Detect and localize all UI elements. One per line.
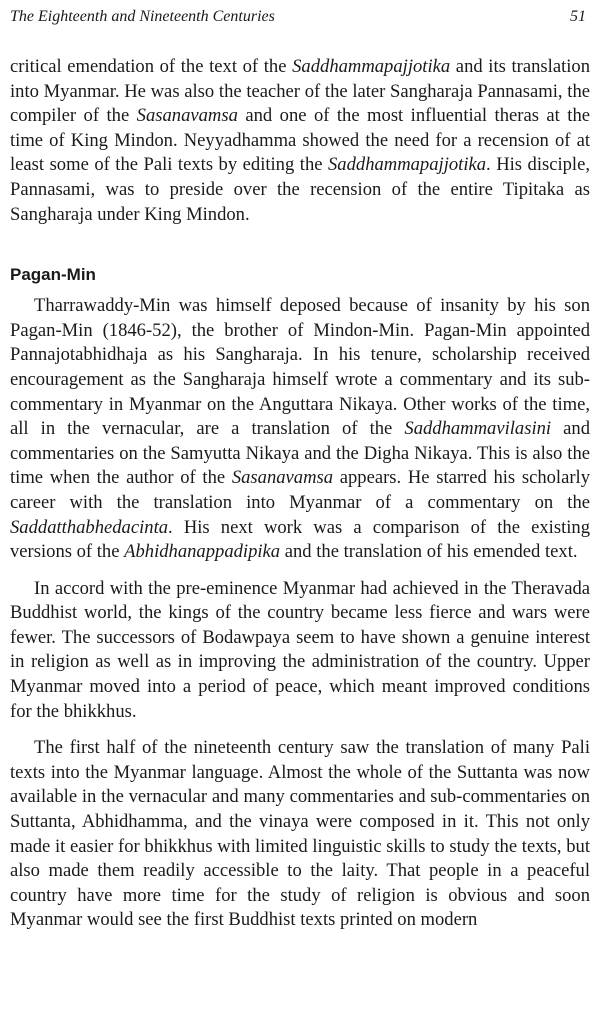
text-run: and the translation of his emended text. <box>280 541 578 563</box>
running-head-title: The Eighteenth and Nineteenth Centuries <box>10 8 275 25</box>
text-run: The first half of the nineteenth century saw the translation of many Pali texts into the Myanmar language. Almost the whole of the Suttanta was now available in the vernacular and many commentaries and sub-commentaries on Suttanta, Abhidhamma, and the vinaya were composed in it. This not only made it easier for bhikkhus with limited linguistic skills to study the texts, but also made them readily accessible to the laity. That people in a peaceful country have more time for the study of religion is obvious and soon Myanmar would see the first Buddhist texts printed on modern <box>10 737 590 931</box>
running-header <box>10 8 590 30</box>
text-run: . His disciple, Pannasami, was to preside over the recension of the entire Tipitaka as Sangharaja under King Mindon. <box>10 154 590 225</box>
section-paragraph-3 <box>10 736 590 933</box>
italic-title: Saddatthabhedacinta <box>10 516 169 538</box>
text-run: In accord with the pre-eminence Myanmar had achieved in the Theravada Buddhist world, the kings of the country became less fierce and wars were fewer. The successors of Bodawpaya seem to have shown a genuine interest in religion as well as in improving the administration of the country. Upper Myanmar moved into a period of peace, which meant improved conditions for the bhikkhus. <box>10 577 590 722</box>
page-number: 51 <box>570 8 586 25</box>
text-run: appears. He starred his scholarly career with the translation into Myanmar of a commentary on the <box>10 467 591 513</box>
text-run: Tharrawaddy-Min was himself deposed because of insanity by his son Pagan-Min (1846-52), the brother of Mindon-Min. Pagan-Min appointed Pannajotabhidhaja as his Sangharaja. In his tenure, scholarship received encouragement as the Sangharaja himself wrote a commentary and its sub-commentary in Myanmar on the Anguttara Nikaya. Other works of the time, all in the vernacular, are a translation of the <box>10 295 590 440</box>
text-run: and one of the most influential theras at the time of King Mindon. Neyyadhamma showed the need for a recension of at least some of the Pali texts by editing the <box>10 105 590 176</box>
paragraph-continued <box>10 55 590 227</box>
italic-title: Sasanavamsa <box>231 467 334 489</box>
section-paragraph-1 <box>10 294 590 565</box>
text-run: critical emendation of the text of the <box>10 56 293 77</box>
section-paragraph-2 <box>10 577 590 725</box>
italic-title: Sasanavamsa <box>136 105 238 127</box>
italic-title: Saddhammapajjotika <box>328 154 487 176</box>
italic-title: Saddhammavilasini <box>404 418 552 440</box>
text-run: and commentaries on the Samyutta Nikaya and the Digha Nikaya. This is also the time when the author of the <box>10 418 590 489</box>
italic-title: Abhidhanappadipika <box>124 541 281 563</box>
text-run: and its translation into Myanmar. He was also the teacher of the later Sangharaja Pannasami, the compiler of the <box>10 56 590 127</box>
section-heading: Pagan-Min <box>10 265 96 285</box>
text-run: . His next work was a comparison of the existing versions of the <box>10 516 590 563</box>
body-text <box>10 55 590 933</box>
italic-title: Saddhammapajjotika <box>292 56 451 77</box>
